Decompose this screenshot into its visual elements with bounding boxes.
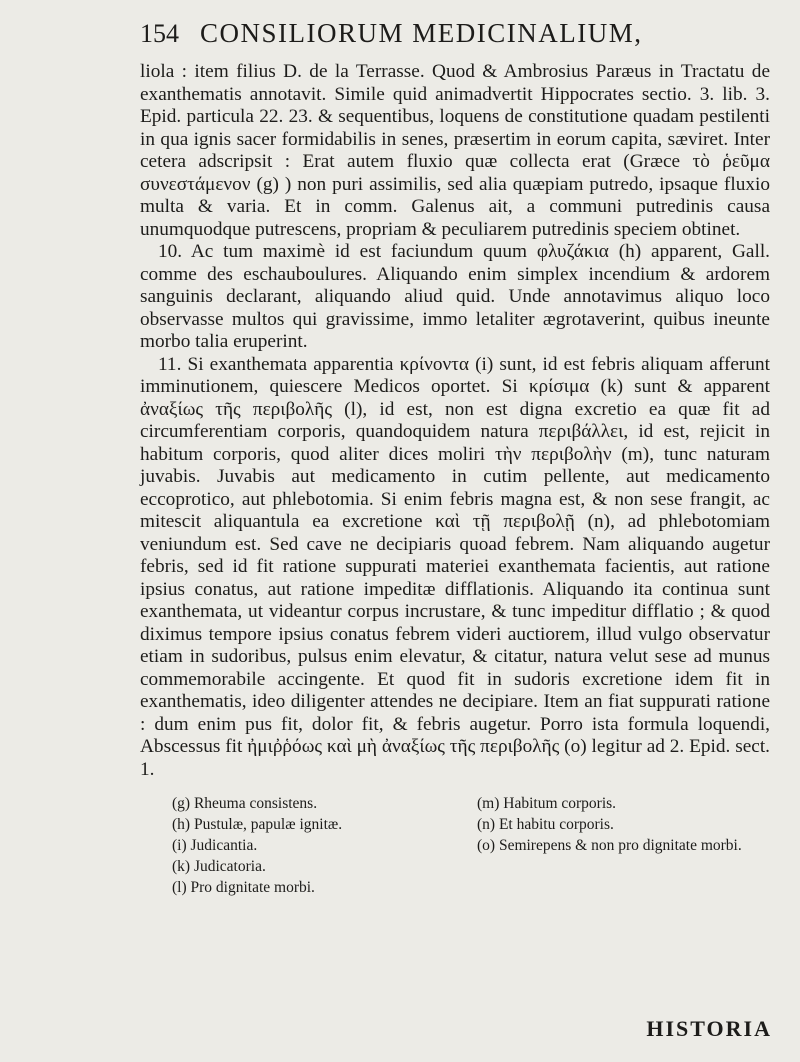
footnote-n: (n) Et habitu corporis. [477,816,614,833]
paragraph-continuation: liola : item filius D. de la Terrasse. Quod & Ambrosius Paræus in Tractatu de exanthematis annotavit. Simile quid animadvertit Hippocrates sectio. 3. lib. 3. Epid. particula 22. 23. & sequentibus, loquens de constitutione quadam pestilenti in qua ignis sacer formidabilis in senes, præsertim in eorum capita, sæviret. Inter cetera adscripsit : Erat autem fluxio quæ collecta erat (Græce τὸ ῥεῦμα συνεστάμενον (g) ) non puri assimilis, sed alia quæpiam putredo, ipsaque fluxio multa & varia. Et in comm. Galenus ait, a communi putredinis causa unumquodque putrescens, propriam & peculiarem putredinis speciem obtinet. [140,61,770,240]
footnotes-left [172,793,472,898]
footnote-i: (i) Judicantia. [172,837,258,854]
footnote-l: (l) Pro dignitate morbi. [172,879,315,896]
footnotes-right [477,793,777,856]
footnote-h: (h) Pustulæ, papulæ ignitæ. [172,816,343,833]
footnote-g: (g) Rheuma consistens. [172,795,318,812]
page-number: 154 [140,19,179,48]
footnote-o: (o) Semirepens & non pro dignitate morbi. [477,837,742,854]
footnote-m: (m) Habitum corporis. [477,795,617,812]
page-header [140,18,700,49]
footnote-k: (k) Judicatoria. [172,858,266,875]
paragraph-section-11: 11. Si exanthemata apparentia κρίνοντα (i) sunt, id est febris aliquam afferunt imminutionem, quiescere Medicos oportet. Si κρίσιμα (k) sunt & apparent ἀναξίως τῆς περιβολῆς (l), id est, non est digna excretio ea quæ fit ad circumferentiam corporis, quandoquidem natura περιβάλλει, id est, rejicit in habitum corporis, quod aliter dices moliri τὴν περιβολὴν (m), tunc naturam juvabis. Juvabis aut medicamento in cutim pellente, aut medicamento eccoprotico, aut phlebotomia. Si enim febris magna est, & non sese frangit, ac mitescit aliquantula ea excretione καὶ τῇ περιβολῇ (n), ad phlebotomiam veniundum est. Sed cave ne decipiaris quoad febrem. Nam aliquando augetur febris, sed id fit ratione suppurati materiei exanthemata facientis, aut ratione ipsius conatus, aut ratione impeditæ difflationis. Aliquando ita continua sunt exanthemata, ut videantur corpus incrustare, & tunc impeditur difflatio ; & quod diximus tempore ipsius conatus febrem videri auctiorem, illud vulgo observatur etiam in sudoribus, pulsus enim elevatur, & citatur, natura velut sese ad munus commemorabile accingente. Et quod fit in sudoris excretione idem fit in exanthematis, ideo diligenter attendes ne decipiare. Item an fiat suppurati ratione : dum enim pus fit, dolor fit, & febris augetur. Porro ista formula loquendi, Abscessus fit ἠμιῤῥόως καὶ μὴ ἀναξίως τῆς περιβολῆς (o) legitur ad 2. Epid. sect. 1. [140,353,770,780]
running-title: CONSILIORUM MEDICINALIUM, [200,18,643,48]
catchword: HISTORIA [646,1016,772,1041]
body-text [140,61,770,781]
paragraph-section-10: 10. Ac tum maximè id est faciundum quum φλυζάκια (h) apparent, Gall. comme des eschauboulures. Aliquando enim simplex incendium & ardorem sanguinis declarant, aliquando aliud quid. Unde annotavimus aliquo loco observasse multos qui gravissime, immo letaliter ægrotaverint, quibus ineunte morbo talia eruperint. [140,241,770,352]
